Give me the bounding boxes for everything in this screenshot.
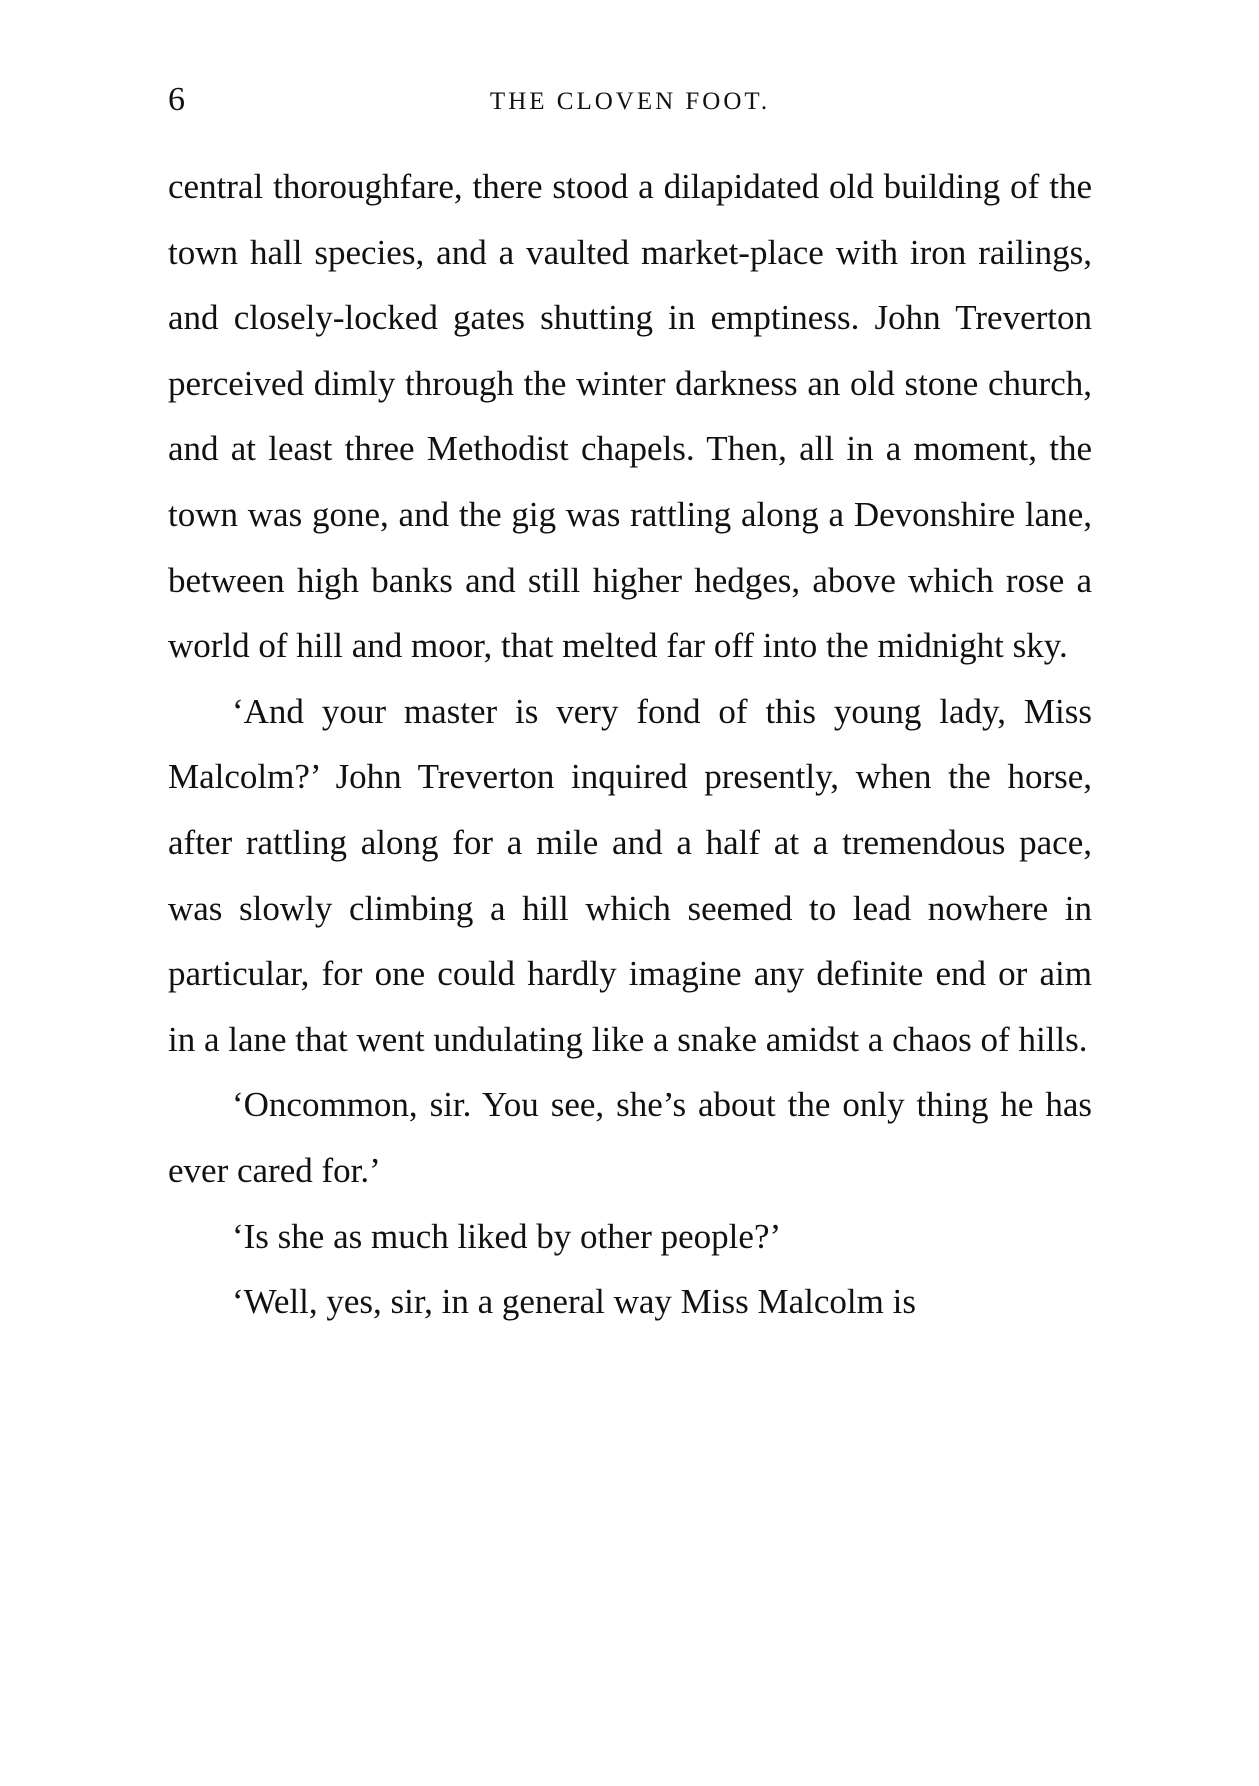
paragraph-general-way: ‘Well, yes, sir, in a general way Miss Malcolm is [232,1282,916,1322]
paragraph-continuation: central thoroughfare, there stood a dilapidated old building of the town hall species, and a vaulted market-place with iron railings, and closely-locked gates shutting in emptiness. John Treverton perceived dimly through the winter darkness an old stone church, and at least three Methodist chapels. Then, all in a moment, the town was gone, and the gig was rattling along a Devonshire lane, between high banks and still higher hedges, above which rose a world of hill and moor, that melted far off into the midnight sky. [168,167,1092,666]
paragraph-master-question: ‘And your master is very fond of this young lady, Miss Malcolm?’ John Treverton inquired presently, when the horse, after rattling along for a mile and a half at a tremendous pace, was slowly climbing a hill which seemed to lead nowhere in particular, for one could hardly imagine any definite end or aim in a lane that went undulating like a snake amidst a chaos of hills. [168,691,1092,1059]
paragraph-liked-question: ‘Is she as much liked by other people?’ [232,1216,782,1256]
page-number: 6 [168,81,185,118]
running-title: THE CLOVEN FOOT. [489,88,771,115]
paragraph-oncommon: ‘Oncommon, sir. You see, she’s about the only thing he has ever cared for.’ [168,1085,1092,1190]
running-head [168,78,1092,122]
body-text [168,154,1092,1335]
